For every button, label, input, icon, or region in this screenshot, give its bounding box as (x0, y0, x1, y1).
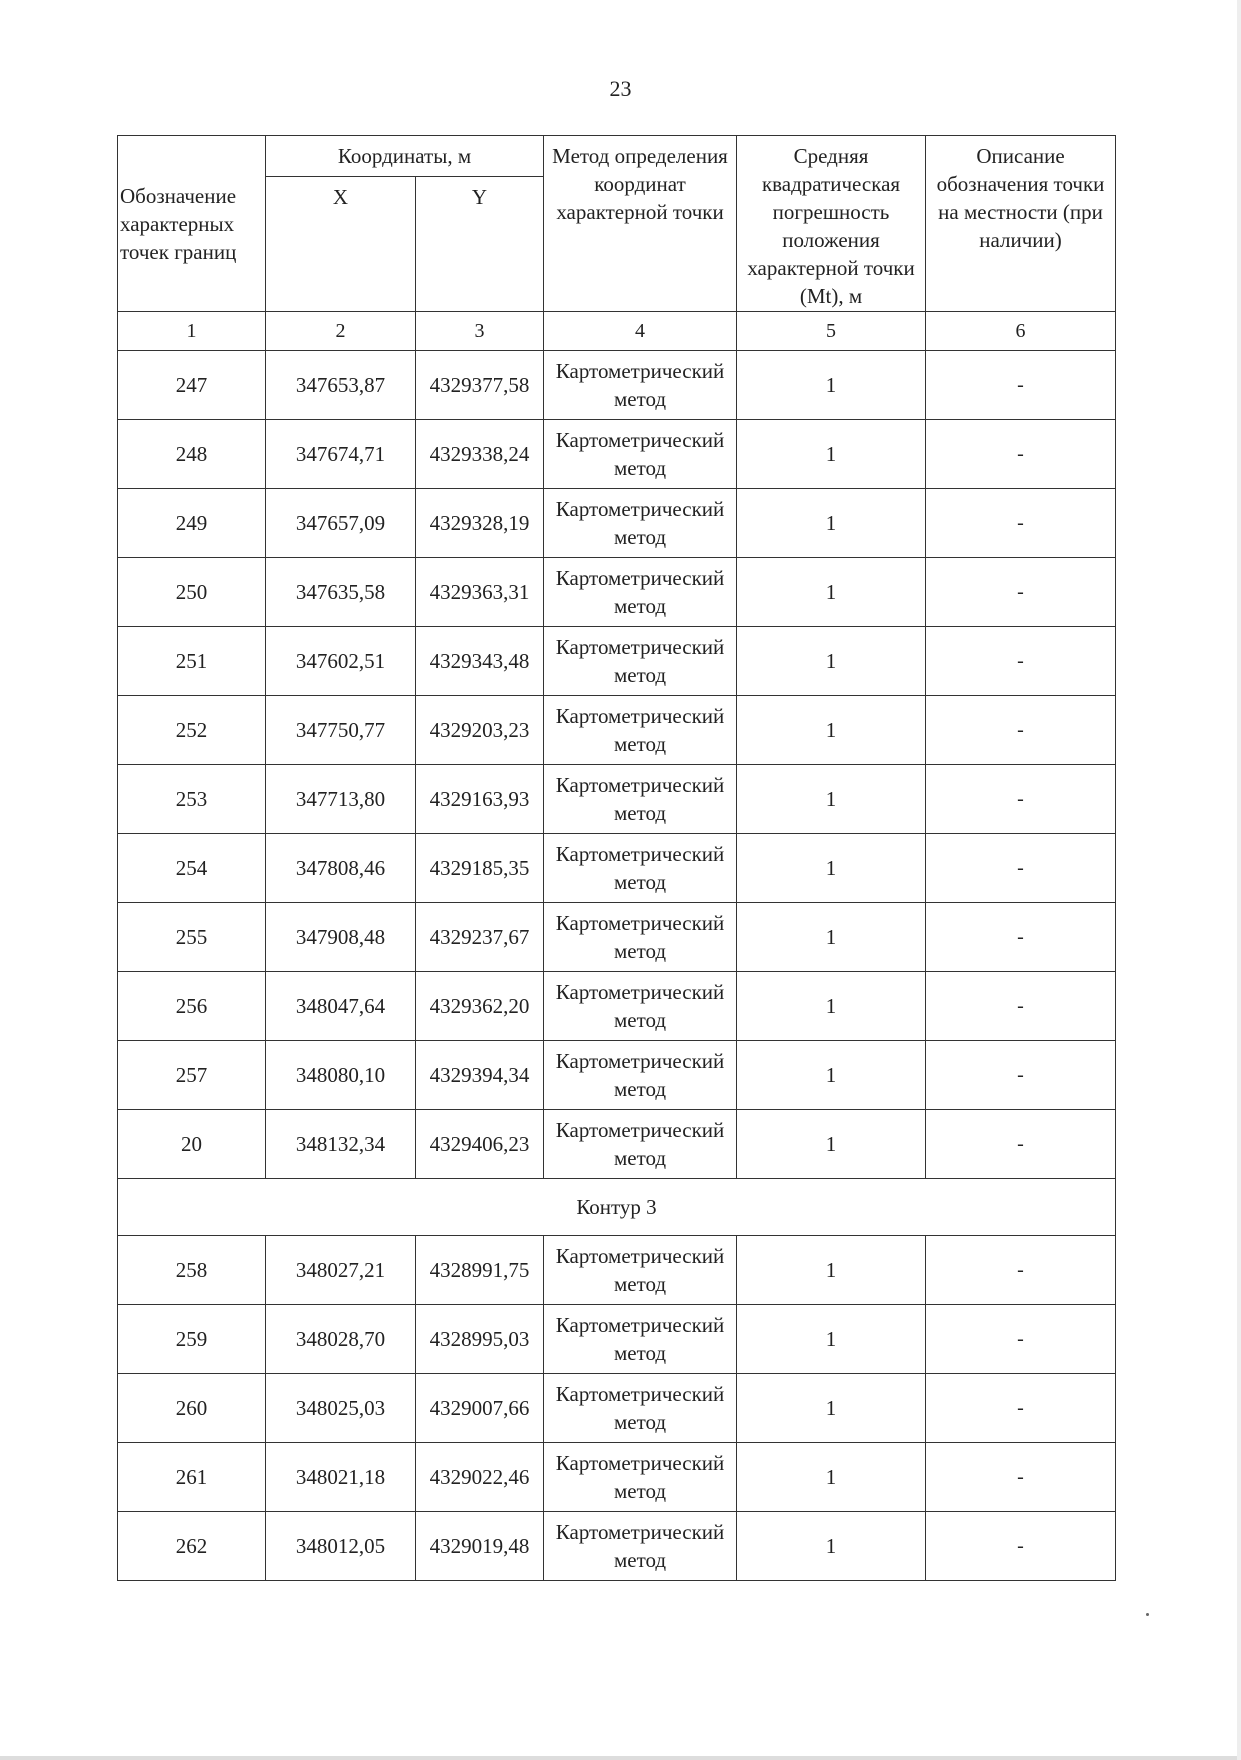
table-row (118, 1041, 1116, 1110)
table-row (118, 1512, 1116, 1581)
x-coordinate-cell: 347657,09 (266, 489, 416, 558)
y-coordinate-cell: 4329185,35 (416, 834, 544, 903)
error-cell: 1 (737, 351, 926, 420)
y-coordinate-cell: 4329338,24 (416, 420, 544, 489)
coordinates-table-container (117, 135, 1115, 1581)
x-coordinate-cell: 348012,05 (266, 1512, 416, 1581)
y-coordinate-cell: 4329343,48 (416, 627, 544, 696)
point-cell: 258 (118, 1236, 266, 1305)
error-cell: 1 (737, 1512, 926, 1581)
method-cell: Картометрический метод (544, 1443, 737, 1512)
scan-speck (1146, 1613, 1149, 1616)
description-cell: - (926, 351, 1116, 420)
method-cell: Картометрический метод (544, 696, 737, 765)
section-row (118, 1179, 1116, 1236)
method-cell: Картометрический метод (544, 1236, 737, 1305)
point-cell: 257 (118, 1041, 266, 1110)
error-cell: 1 (737, 1236, 926, 1305)
section-title: Контур 3 (118, 1179, 1116, 1236)
x-coordinate-cell: 347653,87 (266, 351, 416, 420)
column-number: 4 (544, 312, 737, 351)
point-cell: 262 (118, 1512, 266, 1581)
method-cell: Картометрический метод (544, 903, 737, 972)
error-cell: 1 (737, 972, 926, 1041)
point-cell: 251 (118, 627, 266, 696)
method-cell: Картометрический метод (544, 834, 737, 903)
x-coordinate-cell: 348027,21 (266, 1236, 416, 1305)
table-row (118, 1305, 1116, 1374)
header-method: Метод определения координат характерной точки (544, 136, 737, 312)
table-row (118, 972, 1116, 1041)
column-number: 2 (266, 312, 416, 351)
error-cell: 1 (737, 903, 926, 972)
table-row (118, 420, 1116, 489)
method-cell: Картометрический метод (544, 972, 737, 1041)
x-coordinate-cell: 348021,18 (266, 1443, 416, 1512)
x-coordinate-cell: 348025,03 (266, 1374, 416, 1443)
point-cell: 248 (118, 420, 266, 489)
point-cell: 259 (118, 1305, 266, 1374)
table-row (118, 834, 1116, 903)
x-coordinate-cell: 347635,58 (266, 558, 416, 627)
y-coordinate-cell: 4329019,48 (416, 1512, 544, 1581)
point-cell: 255 (118, 903, 266, 972)
point-cell: 250 (118, 558, 266, 627)
method-cell: Картометрический метод (544, 489, 737, 558)
description-cell: - (926, 627, 1116, 696)
column-number: 1 (118, 312, 266, 351)
y-coordinate-cell: 4329363,31 (416, 558, 544, 627)
table-row (118, 627, 1116, 696)
description-cell: - (926, 903, 1116, 972)
point-cell: 249 (118, 489, 266, 558)
method-cell: Картометрический метод (544, 1374, 737, 1443)
y-coordinate-cell: 4329007,66 (416, 1374, 544, 1443)
y-coordinate-cell: 4328995,03 (416, 1305, 544, 1374)
description-cell: - (926, 696, 1116, 765)
error-cell: 1 (737, 1443, 926, 1512)
scan-right-edge (1237, 0, 1241, 1760)
header-row-1 (118, 136, 1116, 177)
method-cell: Картометрический метод (544, 627, 737, 696)
description-cell: - (926, 834, 1116, 903)
header-designation: Обозначение характерных точек границ (118, 136, 266, 312)
point-cell: 247 (118, 351, 266, 420)
method-cell: Картометрический метод (544, 1110, 737, 1179)
table-row (118, 489, 1116, 558)
point-cell: 256 (118, 972, 266, 1041)
y-coordinate-cell: 4329237,67 (416, 903, 544, 972)
y-coordinate-cell: 4329328,19 (416, 489, 544, 558)
description-cell: - (926, 1110, 1116, 1179)
method-cell: Картометрический метод (544, 1512, 737, 1581)
coordinates-table (117, 135, 1116, 1581)
error-cell: 1 (737, 1041, 926, 1110)
x-coordinate-cell: 348080,10 (266, 1041, 416, 1110)
y-coordinate-cell: 4329022,46 (416, 1443, 544, 1512)
header-error: Средняя квадратическая погрешность положения характерной точки (Mt), м (737, 136, 926, 312)
scan-bottom-edge (0, 1756, 1241, 1760)
table-row (118, 1443, 1116, 1512)
x-coordinate-cell: 347750,77 (266, 696, 416, 765)
y-coordinate-cell: 4329163,93 (416, 765, 544, 834)
header-y: Y (416, 177, 544, 312)
x-coordinate-cell: 348047,64 (266, 972, 416, 1041)
y-coordinate-cell: 4329377,58 (416, 351, 544, 420)
error-cell: 1 (737, 1305, 926, 1374)
x-coordinate-cell: 347808,46 (266, 834, 416, 903)
table-body-part2 (118, 1236, 1116, 1581)
description-cell: - (926, 765, 1116, 834)
x-coordinate-cell: 348132,34 (266, 1110, 416, 1179)
error-cell: 1 (737, 1110, 926, 1179)
description-cell: - (926, 558, 1116, 627)
error-cell: 1 (737, 489, 926, 558)
header-x: X (266, 177, 416, 312)
method-cell: Картометрический метод (544, 1305, 737, 1374)
method-cell: Картометрический метод (544, 1041, 737, 1110)
header-coordinates: Координаты, м (266, 136, 544, 177)
header-description: Описание обозначения точки на местности (при наличии) (926, 136, 1116, 312)
error-cell: 1 (737, 627, 926, 696)
table-row (118, 765, 1116, 834)
x-coordinate-cell: 347674,71 (266, 420, 416, 489)
error-cell: 1 (737, 420, 926, 489)
column-number-row (118, 312, 1116, 351)
description-cell: - (926, 1374, 1116, 1443)
y-coordinate-cell: 4328991,75 (416, 1236, 544, 1305)
table-row (118, 1236, 1116, 1305)
y-coordinate-cell: 4329406,23 (416, 1110, 544, 1179)
method-cell: Картометрический метод (544, 558, 737, 627)
description-cell: - (926, 1236, 1116, 1305)
description-cell: - (926, 1443, 1116, 1512)
y-coordinate-cell: 4329203,23 (416, 696, 544, 765)
description-cell: - (926, 1305, 1116, 1374)
description-cell: - (926, 420, 1116, 489)
column-number: 5 (737, 312, 926, 351)
table-body-part1 (118, 351, 1116, 1179)
x-coordinate-cell: 347602,51 (266, 627, 416, 696)
error-cell: 1 (737, 1374, 926, 1443)
table-row (118, 1110, 1116, 1179)
point-cell: 260 (118, 1374, 266, 1443)
point-cell: 252 (118, 696, 266, 765)
column-number: 3 (416, 312, 544, 351)
table-row (118, 1374, 1116, 1443)
error-cell: 1 (737, 834, 926, 903)
y-coordinate-cell: 4329362,20 (416, 972, 544, 1041)
x-coordinate-cell: 347908,48 (266, 903, 416, 972)
x-coordinate-cell: 347713,80 (266, 765, 416, 834)
table-row (118, 351, 1116, 420)
column-number: 6 (926, 312, 1116, 351)
error-cell: 1 (737, 696, 926, 765)
description-cell: - (926, 1512, 1116, 1581)
point-cell: 20 (118, 1110, 266, 1179)
description-cell: - (926, 972, 1116, 1041)
page-number: 23 (609, 76, 632, 101)
point-cell: 254 (118, 834, 266, 903)
point-cell: 253 (118, 765, 266, 834)
error-cell: 1 (737, 765, 926, 834)
table-row (118, 903, 1116, 972)
method-cell: Картометрический метод (544, 351, 737, 420)
error-cell: 1 (737, 558, 926, 627)
method-cell: Картометрический метод (544, 420, 737, 489)
method-cell: Картометрический метод (544, 765, 737, 834)
section-body (118, 1179, 1116, 1236)
description-cell: - (926, 489, 1116, 558)
x-coordinate-cell: 348028,70 (266, 1305, 416, 1374)
table-row (118, 558, 1116, 627)
description-cell: - (926, 1041, 1116, 1110)
table-row (118, 696, 1116, 765)
point-cell: 261 (118, 1443, 266, 1512)
y-coordinate-cell: 4329394,34 (416, 1041, 544, 1110)
